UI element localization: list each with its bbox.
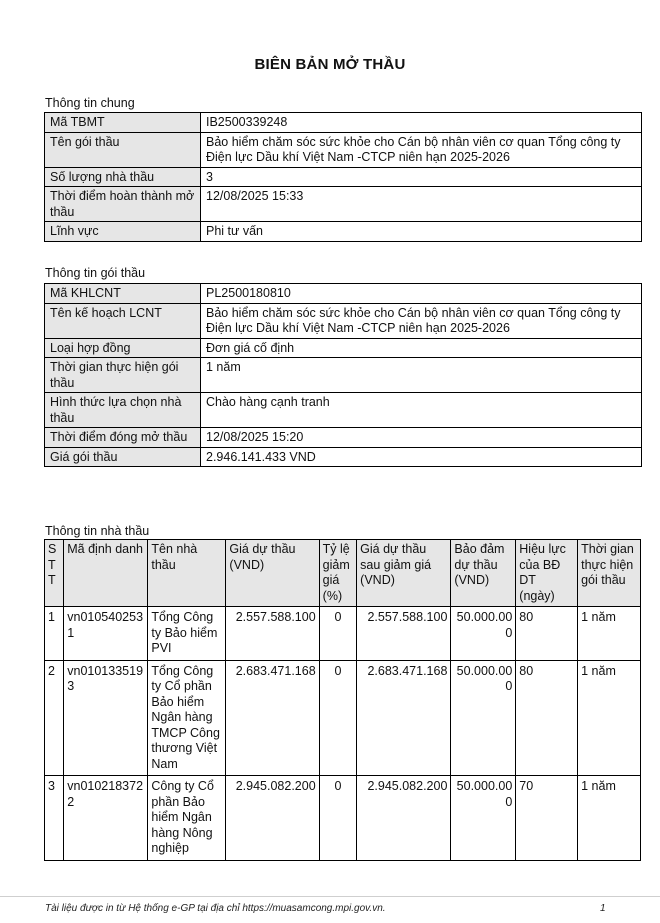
general-info-value: IB2500339248	[201, 113, 642, 133]
general-info-key: Mã TBMT	[45, 113, 201, 133]
package-info-row	[45, 428, 642, 448]
general-info-row	[45, 187, 642, 222]
header-discount: Tỷ lệ giảm giá (%)	[319, 540, 357, 607]
general-info-row	[45, 167, 642, 187]
package-info-row	[45, 338, 642, 358]
package-info-key: Mã KHLCNT	[45, 284, 201, 304]
bidder-id: vn0101335193	[64, 660, 148, 776]
bidder-discount: 0	[319, 776, 357, 861]
document-title: BIÊN BẢN MỞ THẦU	[254, 56, 406, 73]
package-info-value: PL2500180810	[201, 284, 642, 304]
bidder-id: vn0105402531	[64, 607, 148, 661]
general-info-label: Thông tin chung	[45, 96, 135, 110]
bidder-stt: 2	[45, 660, 64, 776]
general-info-value: 3	[201, 167, 642, 187]
general-info-value: Bảo hiểm chăm sóc sức khỏe cho Cán bộ nhân viên cơ quan Tổng công ty Điện lực Dầu khí Việt Nam -CTCP niên hạn 2025-2026	[201, 132, 642, 167]
bidder-name: Công ty Cổ phần Bảo hiểm Ngân hàng Nông nghiệp	[148, 776, 226, 861]
bidder-price: 2.557.588.100	[226, 607, 319, 661]
package-info-row	[45, 358, 642, 393]
bidder-row	[45, 776, 641, 861]
general-info-value: 12/08/2025 15:33	[201, 187, 642, 222]
general-info-table	[44, 112, 642, 242]
package-info-key: Thời gian thực hiện gói thầu	[45, 358, 201, 393]
bidder-id: vn0102183722	[64, 776, 148, 861]
package-info-value: 2.946.141.433 VND	[201, 447, 642, 467]
general-info-row	[45, 132, 642, 167]
general-info-key: Số lượng nhà thầu	[45, 167, 201, 187]
header-price-after: Giá dự thầu sau giảm giá (VND)	[357, 540, 451, 607]
general-info-key: Tên gói thầu	[45, 132, 201, 167]
header-id: Mã định danh	[64, 540, 148, 607]
bidder-row	[45, 607, 641, 661]
bidder-guarantee: 50.000.000	[451, 660, 516, 776]
page-number: 1	[600, 903, 606, 914]
bidder-guarantee: 50.000.000	[451, 776, 516, 861]
package-info-value: 12/08/2025 15:20	[201, 428, 642, 448]
header-duration: Thời gian thực hiện gói thầu	[578, 540, 641, 607]
package-info-key: Tên kế hoạch LCNT	[45, 303, 201, 338]
general-info-key: Thời điểm hoàn thành mở thầu	[45, 187, 201, 222]
bidder-price: 2.683.471.168	[226, 660, 319, 776]
bidder-duration: 1 năm	[578, 776, 641, 861]
header-price: Giá dự thầu (VND)	[226, 540, 319, 607]
header-stt: STT	[45, 540, 64, 607]
bidder-price: 2.945.082.200	[226, 776, 319, 861]
bidder-stt: 3	[45, 776, 64, 861]
package-info-value: Đơn giá cố định	[201, 338, 642, 358]
footer-text: Tài liệu được in từ Hệ thống e-GP tại địa chỉ https://muasamcong.mpi.gov.vn.	[45, 903, 386, 914]
bidder-discount: 0	[319, 607, 357, 661]
package-info-row	[45, 393, 642, 428]
package-info-row	[45, 447, 642, 467]
bidders-info-label: Thông tin nhà thầu	[45, 524, 150, 538]
package-info-value: Bảo hiểm chăm sóc sức khỏe cho Cán bộ nhân viên cơ quan Tổng công ty Điện lực Dầu khí Việt Nam -CTCP niên hạn 2025-2026	[201, 303, 642, 338]
header-guarantee: Bảo đảm dự thầu (VND)	[451, 540, 516, 607]
package-info-value: Chào hàng cạnh tranh	[201, 393, 642, 428]
bidders-table	[44, 539, 641, 861]
header-validity: Hiệu lực của BĐ DT (ngày)	[516, 540, 578, 607]
package-info-value: 1 năm	[201, 358, 642, 393]
header-name: Tên nhà thầu	[148, 540, 226, 607]
bidder-price-after: 2.683.471.168	[357, 660, 451, 776]
bidder-validity: 70	[516, 776, 578, 861]
bidders-header-row	[45, 540, 641, 607]
footer-divider	[0, 896, 660, 897]
bidder-discount: 0	[319, 660, 357, 776]
bidder-price-after: 2.557.588.100	[357, 607, 451, 661]
general-info-row	[45, 113, 642, 133]
bidder-name: Tổng Công ty Cổ phần Bảo hiểm Ngân hàng TMCP Công thương Việt Nam	[148, 660, 226, 776]
package-info-key: Thời điểm đóng mở thầu	[45, 428, 201, 448]
bidder-guarantee: 50.000.000	[451, 607, 516, 661]
package-info-row	[45, 284, 642, 304]
general-info-key: Lĩnh vực	[45, 222, 201, 242]
package-info-key: Hình thức lựa chọn nhà thầu	[45, 393, 201, 428]
bidder-price-after: 2.945.082.200	[357, 776, 451, 861]
bidder-validity: 80	[516, 660, 578, 776]
bidder-row	[45, 660, 641, 776]
bidder-validity: 80	[516, 607, 578, 661]
general-info-value: Phi tư vấn	[201, 222, 642, 242]
bidder-duration: 1 năm	[578, 660, 641, 776]
package-info-key: Loại hợp đồng	[45, 338, 201, 358]
bidder-duration: 1 năm	[578, 607, 641, 661]
general-info-row	[45, 222, 642, 242]
package-info-table	[44, 283, 642, 467]
package-info-label: Thông tin gói thầu	[45, 266, 146, 280]
bidder-stt: 1	[45, 607, 64, 661]
package-info-row	[45, 303, 642, 338]
package-info-key: Giá gói thầu	[45, 447, 201, 467]
bidder-name: Tổng Công ty Bảo hiểm PVI	[148, 607, 226, 661]
